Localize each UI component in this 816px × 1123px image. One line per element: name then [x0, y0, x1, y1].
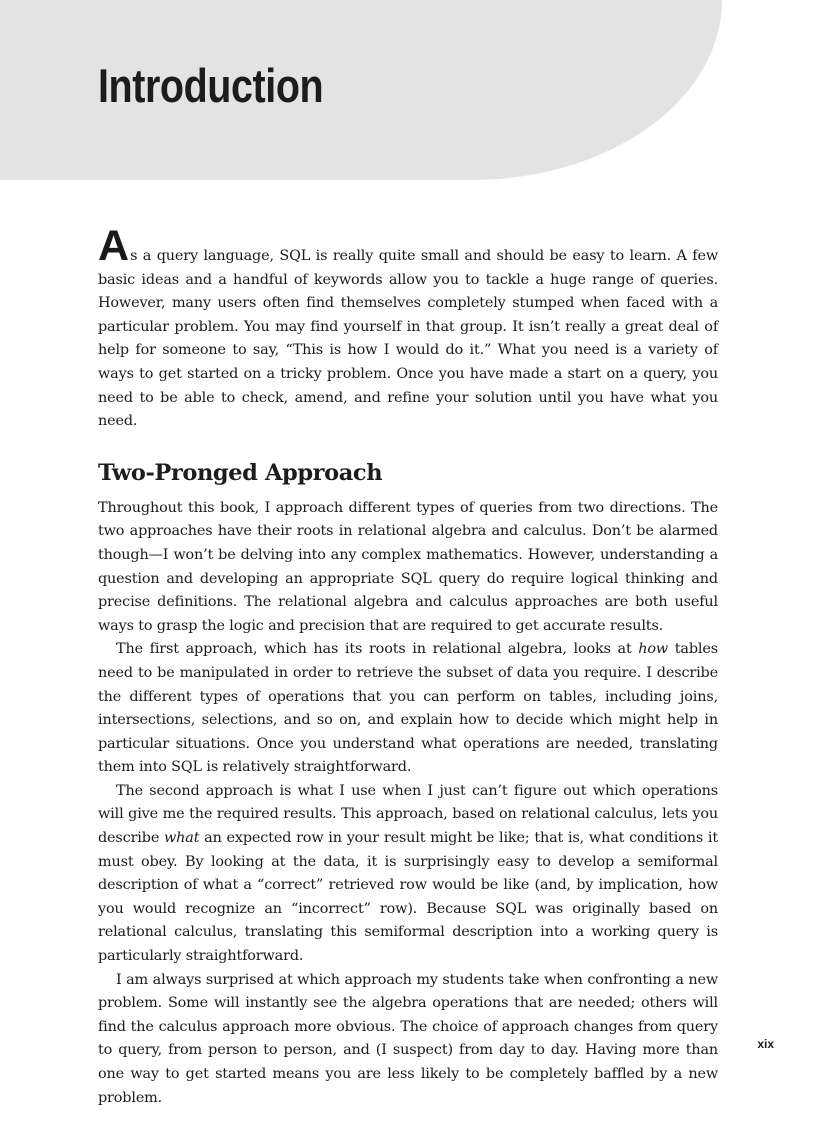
intro-paragraph [98, 222, 718, 434]
intro-text: s a query language, SQL is really quite small and should be easy to learn. A few basic ideas and a handful of keywords allow you to tackle a huge range of queries. However, many users often find themselves completely stumped when faced with a particular problem. You may find yourself in that group. It isn’t really a great deal of help for someone to say, “This is how I would do it.” What you need is a variety of ways to get started on a tricky problem. Once you have made a start on a query, you need to be able to check, amend, and refine your solution until you have what you need. [98, 248, 718, 430]
section-paragraph-1: Throughout this book, I approach different types of queries from two directions. The two approaches have their roots in relational algebra and calculus. Don’t be alarmed though—I won’t be delving into any complex mathematics. However, understanding a question and developing an appropriate SQL query do require logical thinking and precise definitions. The relational algebra and calculus approaches are both useful ways to grasp the logic and precision that are required to get accurate results. [98, 499, 718, 634]
page-body [98, 222, 718, 1110]
paragraph-3-text-start: The second approach is what I use when I just can’t figure out which operations will give me the required results. This approach, based on relational calculus, lets you describe [98, 782, 718, 847]
paragraph-2-text-start: The first approach, which has its roots in relational algebra, looks at [116, 641, 639, 658]
section-paragraph-3 [98, 780, 718, 969]
page-number: xix [757, 1037, 774, 1051]
drop-cap: A [98, 222, 130, 270]
paragraph-3-text-end: an expected row in your result might be like; that is, what conditions it must obey. By looking at the data, it is surprisingly easy to develop a semiformal description of what a “correct” retrieved row would be like (and, by implication, how you would recognize an “incorrect” row). Because SQL was originally based on relational calculus, translating this semiformal description into a working query is particularly straightforward. [98, 830, 718, 965]
paragraph-2-text-end: tables need to be manipulated in order to retrieve the subset of data you require. I describe the different types of operations that you can perform on tables, including joins, intersections, selections, and so on, and explain how to decide which might help in particular situations. Once you understand what operations are needed, translating them into SQL is relatively straightforward. [98, 641, 718, 776]
section-paragraph-4: I am always surprised at which approach my students take when confronting a new problem. Some will instantly see the algebra operations that are needed; others will find the calculus approach more obvious. The choice of approach changes from query to query, from person to person, and (I suspect) from day to day. Having more than one way to get started means you are less likely to be completely baffled by a new problem. [98, 971, 718, 1106]
section-heading: Two-Pronged Approach [98, 459, 383, 486]
section-paragraph-2 [98, 638, 718, 780]
paragraph-2-emphasis: how [638, 641, 669, 658]
paragraph-3-emphasis: what [164, 830, 200, 847]
chapter-title: Introduction [98, 59, 324, 112]
